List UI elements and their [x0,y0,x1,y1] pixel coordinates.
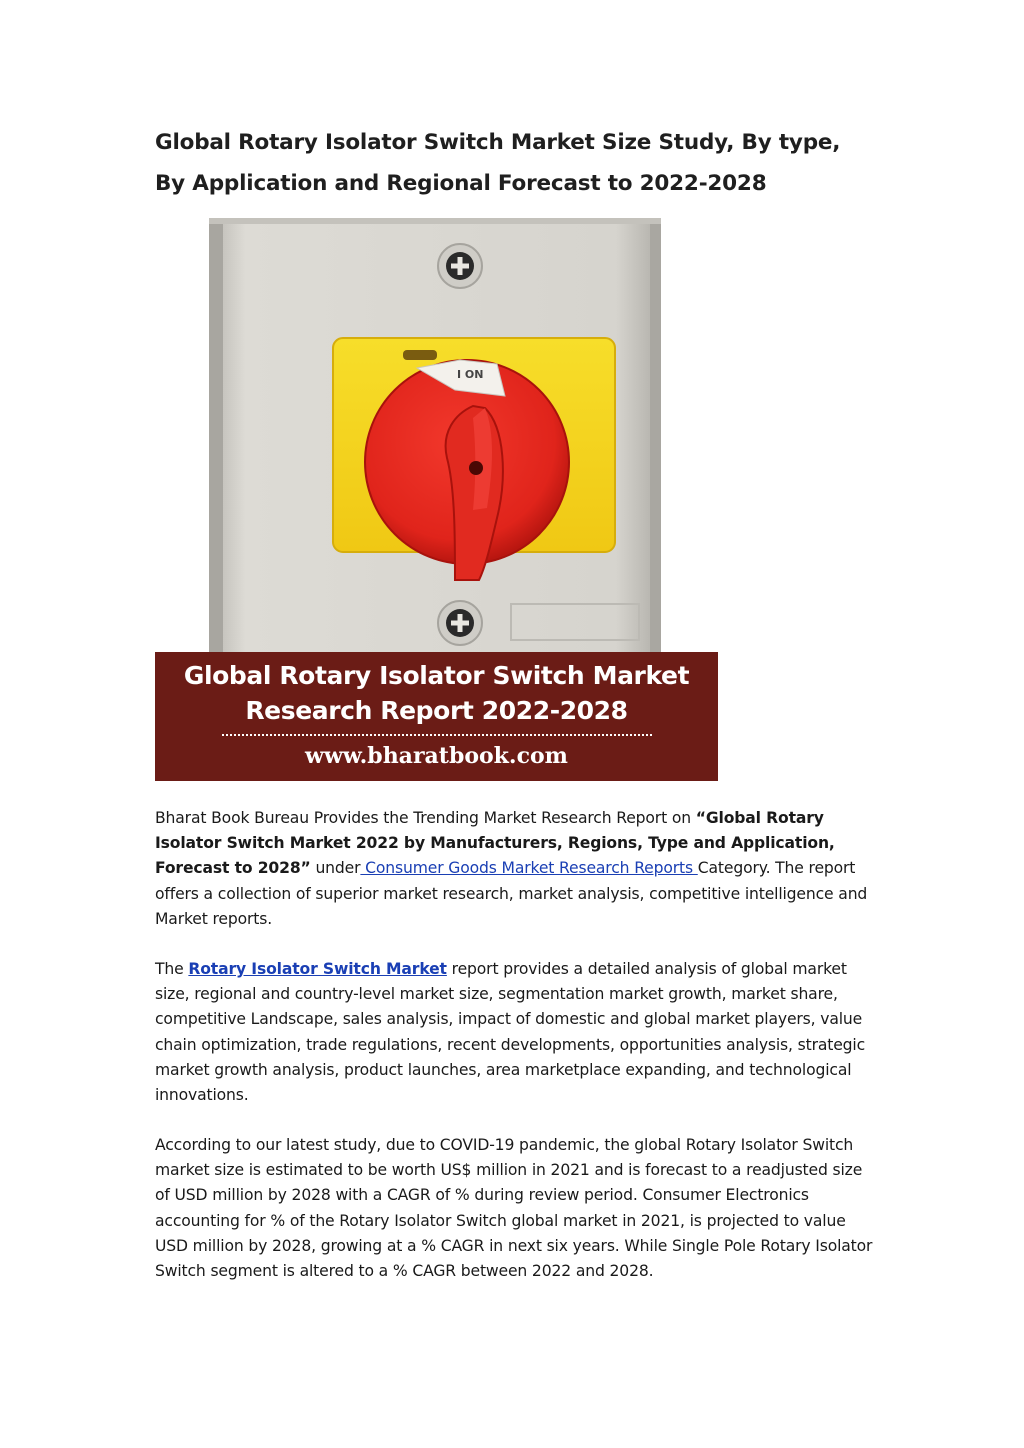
intro-text-under: under [310,859,361,878]
banner-dotted-divider [222,734,652,736]
enclosure-edge-right [650,218,661,652]
intro-paragraph [155,806,875,932]
knob-hole [469,461,483,475]
intro-text: Bharat Book Bureau Provides the Trending Market Research Report on [155,809,696,827]
indicator-lamp [403,350,437,360]
rotary-switch-photo [155,218,718,652]
document-title: Global Rotary Isolator Switch Market Size Study, By type, By Application and Regional Forecast to 2022-2028 [155,130,841,196]
analysis-text-start: The [155,960,189,978]
market-analysis-paragraph [155,957,875,1108]
report-cover-image [155,218,718,781]
banner-title-line1: Global Rotary Isolator Switch Market [183,661,690,690]
report-title-quote: “Global Rotary Isolator Switch Market 2022 by Manufacturers, Regions, Type and Application, Forecast to 2028” [155,809,835,878]
on-label: I ON [457,368,484,381]
report-banner [155,652,718,781]
intro-text-category: Category. The report offers a collection of superior market research, market analysis, competitive intelligence and Market reports. [155,859,868,928]
bottom-screw [438,601,482,645]
enclosure-edge [209,218,223,652]
rotary-switch-illustration [155,218,718,652]
consumer-goods-category-link[interactable]: Consumer Goods Market Research Reports [360,859,698,878]
rotary-isolator-market-link[interactable]: Rotary Isolator Switch Market [188,960,447,978]
banner-title-line2: Research Report 2022-2028 [245,696,628,725]
banner-url: www.bharatbook.com [305,743,568,769]
analysis-text: report provides a detailed analysis of global market size, regional and country-level market size, segmentation market growth, market share, competitive Landscape, sales analysis, impact of domestic and global market players, value chain optimization, trade regulations, recent developments, opportunities analysis, strategic market growth analysis, product launches, area marketplace expanding, and technological innovations. [155,960,866,1105]
top-screw [438,244,482,288]
study-paragraph: According to our latest study, due to COVID-19 pandemic, the global Rotary Isolator Switch market size is estimated to be worth US$ million in 2021 and is forecast to a readjusted size of USD million by 2028 with a CAGR of % during review period. Consumer Electronics accounting for % of the Rotary Isolator Switch global market in 2021, is projected to value USD million by 2028, growing at a % CAGR in next six years. While Single Pole Rotary Isolator Switch segment is altered to a % CAGR between 2022 and 2028. [155,1136,873,1281]
